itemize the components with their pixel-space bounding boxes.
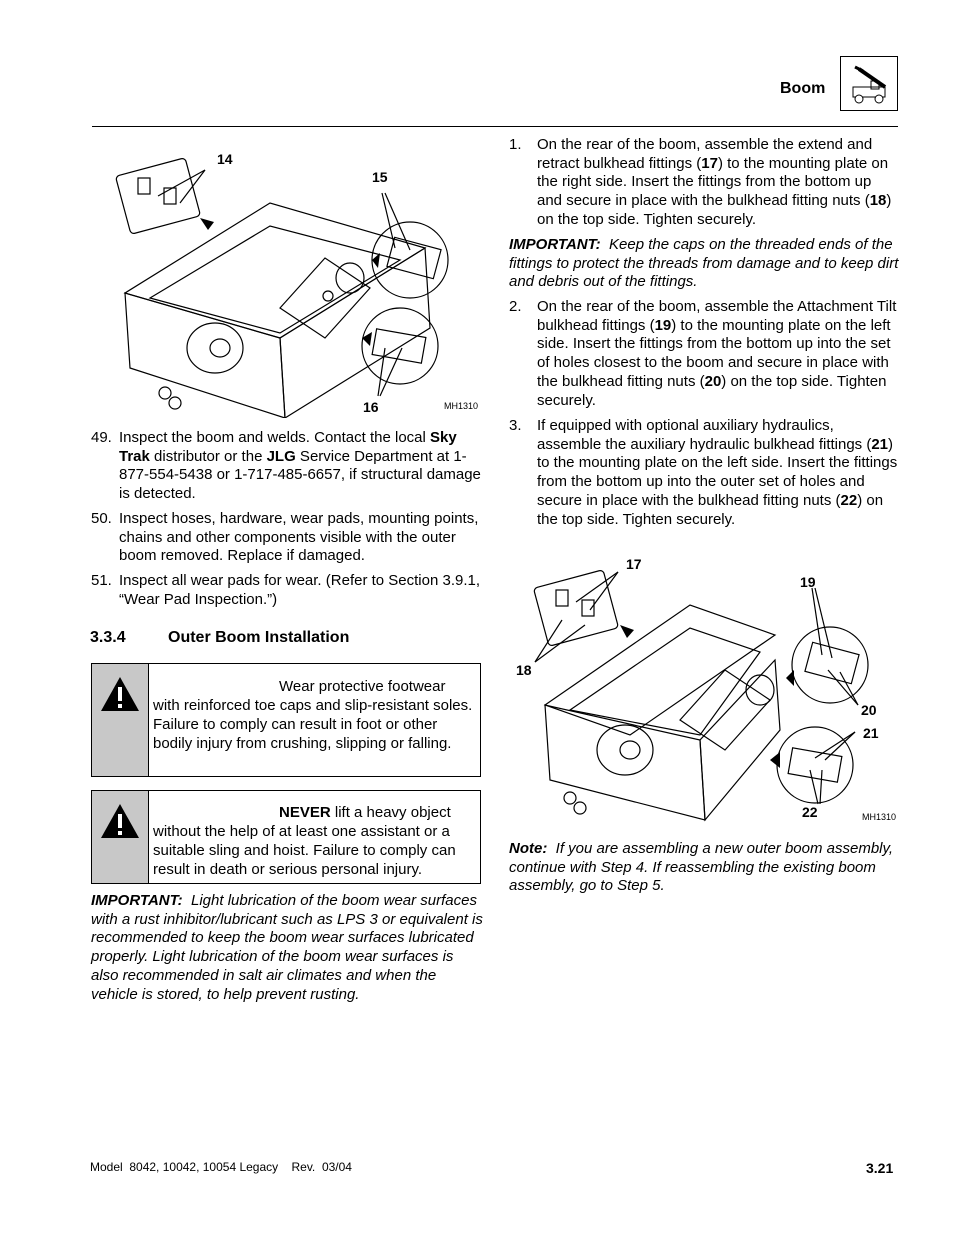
warning-icon	[100, 676, 140, 712]
warning-box-footwear	[91, 663, 481, 777]
section-title: Boom	[780, 80, 826, 97]
subsection-number: 3.3.4	[90, 629, 126, 646]
right-step-2: 2. On the rear of the boom, assemble the Attachment Tilt bulkhead fittings (19) to the mounting plate on the left side. Insert the fittings from the bottom up into the set of holes closest to the boom and secure in place with the bulkhead fitting nuts (20) on the top side. Tighten securely.	[509, 298, 897, 409]
important-lubrication: IMPORTANT: Light lubrication of the boom wear surfaces with a rust inhibitor/lubricant such as LPS 3 or equivalent is recommended to keep the boom wear surfaces lubricated properly. Light lubrication of the boom wear surfaces is also recommended in salt air climates and when the vehicle is stored, to help prevent rusting.	[91, 892, 483, 1003]
callout-16: 16	[363, 399, 379, 415]
callout-14: 14	[217, 151, 233, 167]
left-steps	[91, 429, 481, 609]
step-49: 49. Inspect the boom and welds. Contact the local Sky Trak distributor or the JLG Service Department at 1-877-554-5438 or 1-717-485-6657, if structural damage is detected.	[91, 429, 481, 503]
callout-15: 15	[372, 169, 388, 185]
warning-text: NEVER lift a heavy object without the help of at least one assistant or a suitable sling and hoist. Failure to comply can result in death or serious personal injury.	[153, 804, 456, 878]
right-step-3: 3. If equipped with optional auxiliary hydraulics, assemble the auxiliary hydraulic bulkhead fittings (21) to the mounting plate on the left side. Insert the fittings from the bottom up into the outer set of holes and secure in place with the bulkhead fitting nuts (22) on the top side. Tighten securely.	[509, 417, 898, 528]
subsection-title: Outer Boom Installation	[168, 629, 350, 646]
callout-19: 19	[800, 574, 816, 590]
header-rule	[92, 126, 898, 127]
boom-figure-bottom	[530, 560, 900, 830]
page-number: 3.21	[866, 1160, 894, 1176]
warning-box-lifting	[91, 790, 481, 884]
boom-figure-top	[110, 148, 490, 418]
callout-17: 17	[626, 556, 642, 572]
warning-sidebar	[92, 664, 149, 776]
step-51: 51. Inspect all wear pads for wear. (Refer to Section 3.9.1, “Wear Pad Inspection.”)	[91, 571, 481, 608]
callout-18: 18	[516, 662, 532, 678]
figure-code: MH1310	[862, 812, 897, 822]
callout-21: 21	[863, 725, 879, 741]
warning-sidebar	[92, 791, 149, 883]
callout-22: 22	[802, 804, 818, 820]
footer-model: Model 8042, 10042, 10054 Legacy Rev. 03/04	[90, 1160, 352, 1174]
warning-text: Wear protective footwear with reinforced toe caps and slip-resistant soles. Failure to comply can result in foot or other bodily injury from crushing, slipping or falling.	[153, 678, 473, 752]
telehandler-icon	[840, 56, 898, 111]
warning-icon	[100, 803, 140, 839]
right-step-1: 1. On the rear of the boom, assemble the extend and retract bulkhead fittings (17) to the mounting plate on the right side. Insert the fittings from the bottom up and secure in place with the bulkhead fitting nuts (18) on the top side. Tighten securely.	[509, 136, 892, 228]
important-caps: IMPORTANT: Keep the caps on the threaded ends of the fittings to protect the threads from damage and to keep dirt and debris out of the fittings.	[509, 236, 899, 291]
step-50: 50. Inspect hoses, hardware, wear pads, mounting points, chains and other components visible with the outer boom removed. Replace if damaged.	[91, 509, 479, 565]
callout-20: 20	[861, 702, 877, 718]
note: Note: If you are assembling a new outer boom assembly, continue with Step 4. If reassembling the existing boom assembly, go to Step 5.	[509, 840, 894, 895]
figure-code: MH1310	[444, 401, 479, 411]
